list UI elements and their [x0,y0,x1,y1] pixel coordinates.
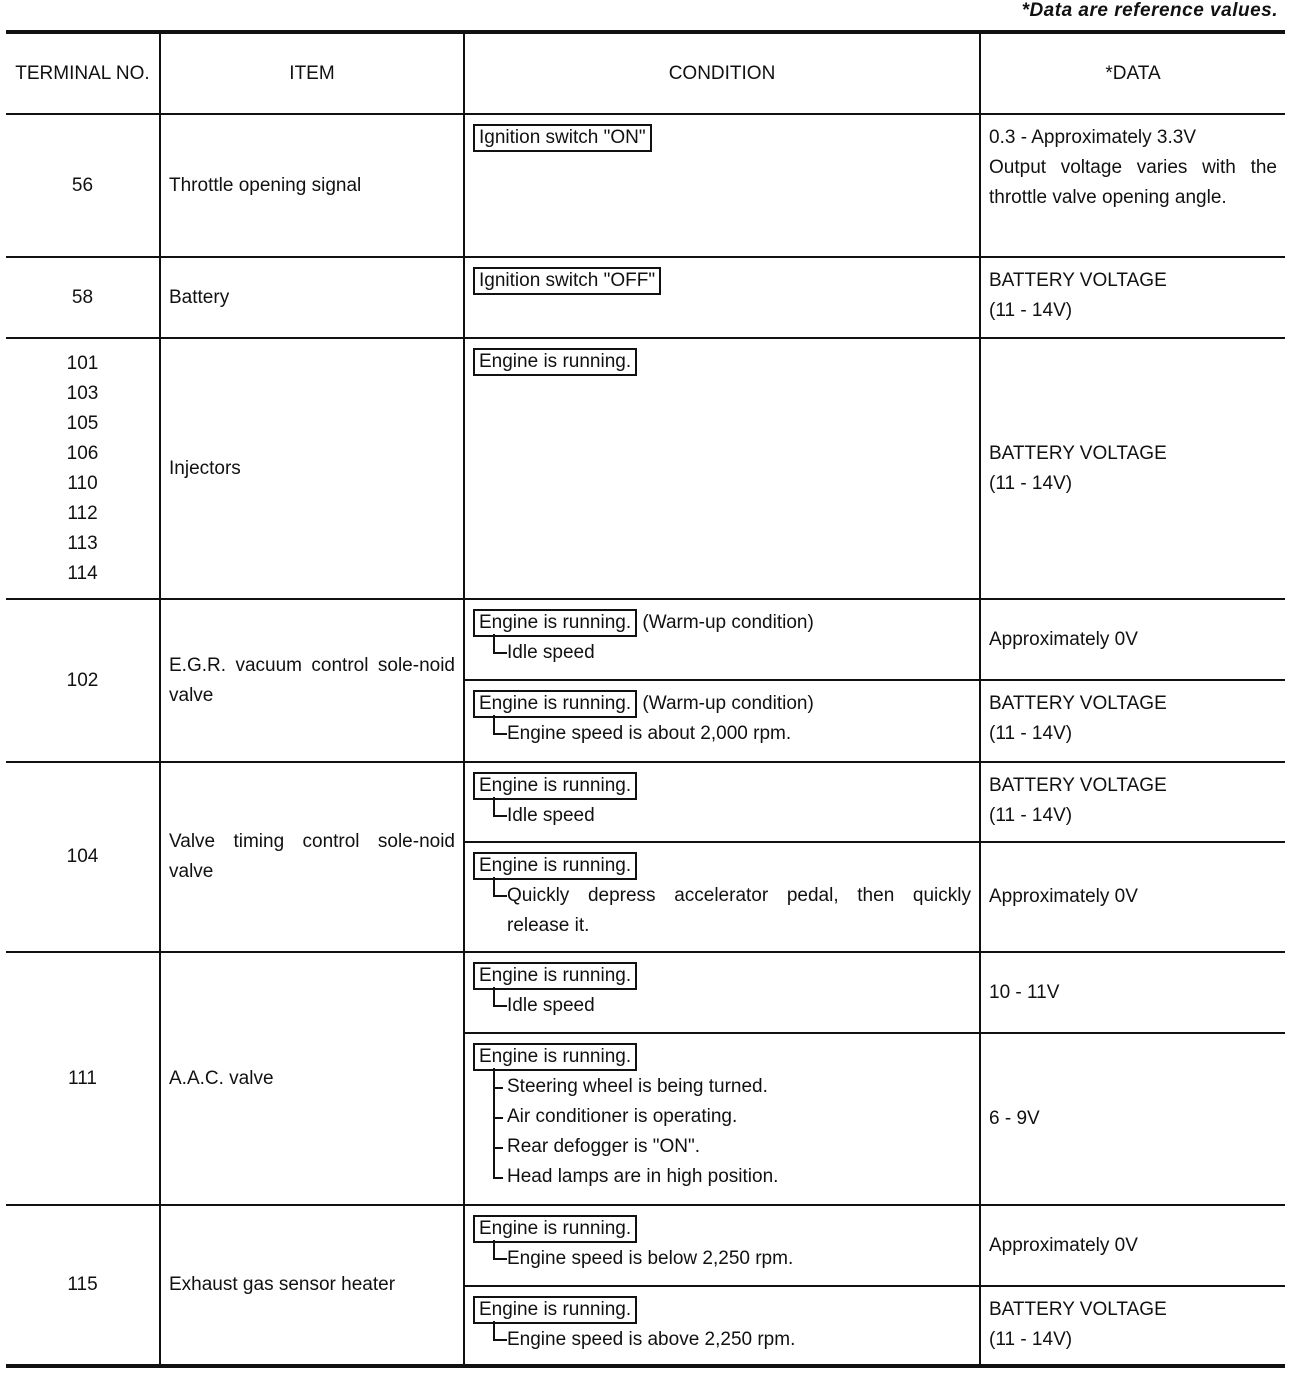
data-cell [980,599,1285,680]
data-value: (11 - 14V) [989,472,1073,494]
data-value: 10 - 11V [989,981,1060,1003]
item-name: Throttle opening signal [160,114,464,257]
condition-cell [464,1033,980,1205]
condition-box: Engine is running. [473,962,637,990]
condition-cell [464,952,980,1033]
item-name: E.G.R. vacuum control sole-noid valve [160,599,464,762]
data-cell [980,1033,1285,1205]
header-terminal: TERMINAL NO. [6,32,160,114]
condition-sub: Engine speed is above 2,250 rpm. [473,1325,971,1355]
table-row [6,762,1285,842]
table-row [6,599,1285,680]
data-cell [980,680,1285,762]
table-row [6,1205,1285,1286]
table-row [6,338,1285,599]
data-cell [980,338,1285,599]
data-cell [980,842,1285,952]
list-item: Air conditioner is operating. [507,1102,971,1132]
terminal-data-table-wrapper [6,30,1285,1368]
terminal-number: 115 [6,1205,160,1366]
terminal-number-list [6,338,160,599]
terminal-number: 104 [6,762,160,952]
condition-cell [464,1286,980,1366]
data-value: 0.3 - Approximately 3.3V [989,127,1196,148]
condition-box: Engine is running. [473,609,637,637]
data-cell [980,762,1285,842]
data-value: (11 - 14V) [989,723,1073,744]
condition-sub: Quickly depress accelerator pedal, then quickly release it. [473,881,971,941]
data-value: BATTERY VOLTAGE [989,442,1167,464]
terminal-number: 114 [67,562,98,584]
table-row [6,114,1285,257]
data-value: (11 - 14V) [989,1329,1073,1350]
condition-cell [464,599,980,680]
terminal-number: 113 [67,532,98,554]
reference-note: *Data are reference values. [1021,0,1278,21]
data-value: BATTERY VOLTAGE [989,270,1167,291]
table-row [6,952,1285,1033]
terminal-number: 105 [66,412,99,434]
terminal-data-table [6,30,1285,1368]
data-cell [980,1286,1285,1366]
item-name: Exhaust gas sensor heater [160,1205,464,1366]
data-value: BATTERY VOLTAGE [989,775,1167,796]
condition-cell [464,680,980,762]
list-item: Steering wheel is being turned. [507,1072,971,1102]
terminal-number: 101 [66,352,99,374]
data-value: Approximately 0V [989,886,1138,907]
data-value: (11 - 14V) [989,805,1073,826]
condition-sub: Idle speed [473,991,971,1021]
table-row [6,257,1285,338]
item-name: Valve timing control sole-noid valve [160,762,464,952]
condition-box: Engine is running. [473,1043,637,1071]
condition-note: (Warm-up condition) [642,612,814,633]
list-item: Rear defogger is "ON". [507,1132,971,1162]
condition-sub: Idle speed [473,801,971,831]
data-cell [980,257,1285,338]
condition-box: Ignition switch "ON" [473,124,652,152]
terminal-number: 103 [66,382,99,404]
data-cell [980,952,1285,1033]
data-cell [980,1205,1285,1286]
condition-box: Engine is running. [473,348,637,376]
terminal-number: 112 [67,502,98,524]
condition-cell [464,338,980,599]
condition-box: Engine is running. [473,852,637,880]
data-value: 6 - 9V [989,1108,1040,1129]
item-name: A.A.C. valve [160,952,464,1205]
header-item: ITEM [160,32,464,114]
condition-cell [464,842,980,952]
header-data: *DATA [980,32,1285,114]
terminal-number: 111 [6,952,160,1205]
condition-box: Engine is running. [473,1215,637,1243]
header-row [6,32,1285,114]
condition-sub-list [473,1072,971,1192]
condition-cell [464,257,980,338]
data-description: Output voltage varies with the throttle valve opening angle. [989,157,1277,208]
condition-cell [464,114,980,257]
data-value: Approximately 0V [989,1234,1138,1256]
terminal-number: 102 [6,599,160,762]
header-condition: CONDITION [464,32,980,114]
terminal-number: 58 [6,257,160,338]
data-value: Approximately 0V [989,628,1138,650]
terminal-number: 110 [67,472,98,494]
condition-sub: Idle speed [473,638,971,668]
condition-box: Engine is running. [473,772,637,800]
condition-note: (Warm-up condition) [642,693,814,714]
data-cell [980,114,1285,257]
condition-sub: Engine speed is about 2,000 rpm. [473,719,971,749]
condition-box: Engine is running. [473,1296,637,1324]
data-value: (11 - 14V) [989,300,1073,321]
list-item: Head lamps are in high position. [507,1162,971,1192]
data-value: BATTERY VOLTAGE [989,1299,1167,1320]
item-name: Injectors [160,338,464,599]
condition-cell [464,1205,980,1286]
item-name: Battery [160,257,464,338]
condition-box: Ignition switch "OFF" [473,267,661,295]
condition-cell [464,762,980,842]
condition-box: Engine is running. [473,690,637,718]
terminal-number: 106 [66,442,99,464]
data-value: BATTERY VOLTAGE [989,693,1167,714]
condition-sub: Engine speed is below 2,250 rpm. [473,1244,971,1274]
terminal-number: 56 [6,114,160,257]
